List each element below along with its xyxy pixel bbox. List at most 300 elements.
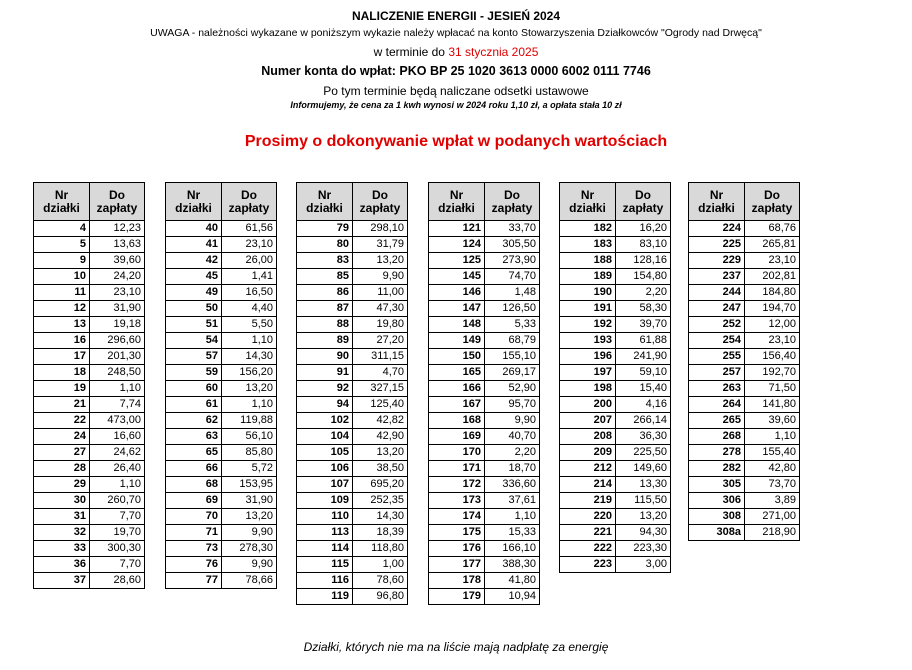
amount-due: 94,30 [616, 525, 671, 541]
table-row [166, 349, 277, 365]
amount-due: 296,60 [90, 333, 145, 349]
amount-due: 141,80 [745, 397, 800, 413]
table-row [34, 525, 145, 541]
plot-number: 10 [34, 269, 90, 285]
plot-number: 29 [34, 477, 90, 493]
plot-number: 200 [560, 397, 616, 413]
amount-due: 71,50 [745, 381, 800, 397]
table-row [560, 269, 671, 285]
table-row [429, 509, 540, 525]
table-row [689, 365, 800, 381]
table-row [34, 541, 145, 557]
table-row [34, 509, 145, 525]
amount-due: 192,70 [745, 365, 800, 381]
page-title: NALICZENIE ENERGII - JESIEŃ 2024 [351, 9, 561, 23]
plot-number: 183 [560, 237, 616, 253]
amount-due: 19,80 [353, 317, 408, 333]
table-row [34, 365, 145, 381]
plot-number: 4 [34, 221, 90, 237]
amount-due: 125,40 [353, 397, 408, 413]
plot-number: 59 [166, 365, 222, 381]
amount-due: 9,90 [485, 413, 540, 429]
amount-due: 184,80 [745, 285, 800, 301]
amount-due: 265,81 [745, 237, 800, 253]
amount-due: 1,10 [485, 509, 540, 525]
amount-due: 13,20 [353, 253, 408, 269]
amount-due: 388,30 [485, 557, 540, 573]
amount-due: 23,10 [745, 253, 800, 269]
plot-number: 125 [429, 253, 485, 269]
amount-due: 42,90 [353, 429, 408, 445]
plot-number: 173 [429, 493, 485, 509]
header-text: zapłaty [359, 200, 401, 215]
table-row [166, 477, 277, 493]
amount-due: 24,20 [90, 269, 145, 285]
amount-due: 155,10 [485, 349, 540, 365]
payment-notice: UWAGA - należności wykazane w poniższym wykazie należy wpłacać na konto Stowarzyszenia Działkowców "Ogrody nad Drwęcą" [150, 27, 762, 39]
amount-due: 73,70 [745, 477, 800, 493]
table-row [429, 381, 540, 397]
plot-number: 198 [560, 381, 616, 397]
plot-number: 91 [297, 365, 353, 381]
header-text: działki [438, 200, 475, 215]
amount-due: 26,40 [90, 461, 145, 477]
payment-table [688, 182, 800, 541]
table-row [429, 493, 540, 509]
table-row [689, 221, 800, 237]
plot-number: 51 [166, 317, 222, 333]
table-row [166, 413, 277, 429]
payment-table [428, 182, 540, 605]
amount-due: 260,70 [90, 493, 145, 509]
table-row [689, 317, 800, 333]
table-row [429, 573, 540, 589]
header-text: Nr [54, 187, 69, 202]
amount-due: 95,70 [485, 397, 540, 413]
table-row [166, 573, 277, 589]
plot-number-header [689, 183, 745, 221]
header-text: Nr [580, 187, 595, 202]
plot-number: 13 [34, 317, 90, 333]
deadline-prefix: w terminie do [373, 45, 449, 59]
plot-number: 278 [689, 445, 745, 461]
plot-number: 306 [689, 493, 745, 509]
table-row [297, 477, 408, 493]
payment-request: Prosimy o dokonywanie wpłat w podanych wartościach [244, 133, 668, 150]
plot-number: 88 [297, 317, 353, 333]
table-row [166, 493, 277, 509]
amount-due: 149,60 [616, 461, 671, 477]
amount-due: 5,33 [485, 317, 540, 333]
plot-number: 225 [689, 237, 745, 253]
amount-due: 223,30 [616, 541, 671, 557]
amount-due: 16,50 [222, 285, 277, 301]
table-row [166, 509, 277, 525]
header-text: zapłaty [491, 200, 533, 215]
plot-number: 115 [297, 557, 353, 573]
amount-due: 47,30 [353, 301, 408, 317]
plot-number: 80 [297, 237, 353, 253]
plot-number-header [560, 183, 616, 221]
amount-due: 13,20 [616, 509, 671, 525]
table-row [34, 221, 145, 237]
table-row [689, 413, 800, 429]
table-row [34, 301, 145, 317]
table-row [429, 317, 540, 333]
plot-number: 191 [560, 301, 616, 317]
plot-number: 166 [429, 381, 485, 397]
plot-number: 121 [429, 221, 485, 237]
amount-due: 15,33 [485, 525, 540, 541]
amount-due: 126,50 [485, 301, 540, 317]
amount-due: 128,16 [616, 253, 671, 269]
header-text: zapłaty [228, 200, 270, 215]
amount-due: 39,70 [616, 317, 671, 333]
amount-due: 2,20 [616, 285, 671, 301]
plot-number: 86 [297, 285, 353, 301]
amount-due: 241,90 [616, 349, 671, 365]
plot-number: 89 [297, 333, 353, 349]
amount-due: 68,76 [745, 221, 800, 237]
plot-number: 60 [166, 381, 222, 397]
amount-due: 23,10 [745, 333, 800, 349]
amount-due: 40,70 [485, 429, 540, 445]
table-row [166, 461, 277, 477]
plot-number: 149 [429, 333, 485, 349]
amount-due: 19,18 [90, 317, 145, 333]
table-row [689, 381, 800, 397]
header-text: zapłaty [622, 200, 664, 215]
plot-number: 94 [297, 397, 353, 413]
plot-number: 174 [429, 509, 485, 525]
plot-number: 176 [429, 541, 485, 557]
plot-number: 212 [560, 461, 616, 477]
table-row [689, 237, 800, 253]
amount-due: 1,10 [90, 477, 145, 493]
amount-due: 27,20 [353, 333, 408, 349]
table-row [297, 317, 408, 333]
plot-number: 68 [166, 477, 222, 493]
amount-due: 266,14 [616, 413, 671, 429]
table-row [429, 333, 540, 349]
table-row [429, 301, 540, 317]
plot-number: 244 [689, 285, 745, 301]
plot-number: 87 [297, 301, 353, 317]
amount-due: 83,10 [616, 237, 671, 253]
table-row [560, 493, 671, 509]
amount-due: 19,70 [90, 525, 145, 541]
amount-due: 2,20 [485, 445, 540, 461]
plot-number: 28 [34, 461, 90, 477]
amount-due-header [485, 183, 540, 221]
header-text: Nr [449, 187, 464, 202]
table-row [429, 445, 540, 461]
table-row [34, 413, 145, 429]
plot-number-header [429, 183, 485, 221]
amount-due: 13,20 [222, 509, 277, 525]
table-row [560, 381, 671, 397]
amount-due: 4,16 [616, 397, 671, 413]
amount-due: 202,81 [745, 269, 800, 285]
table-row [689, 461, 800, 477]
plot-number: 104 [297, 429, 353, 445]
plot-number: 50 [166, 301, 222, 317]
amount-due: 5,50 [222, 317, 277, 333]
table-row [689, 445, 800, 461]
plot-number: 196 [560, 349, 616, 365]
amount-due: 52,90 [485, 381, 540, 397]
table-row [429, 557, 540, 573]
plot-number: 219 [560, 493, 616, 509]
table-row [560, 301, 671, 317]
table-row [560, 541, 671, 557]
amount-due: 18,70 [485, 461, 540, 477]
table-row [297, 589, 408, 605]
amount-due: 38,50 [353, 461, 408, 477]
amount-due: 11,00 [353, 285, 408, 301]
plot-number: 105 [297, 445, 353, 461]
table-row [297, 333, 408, 349]
plot-number: 171 [429, 461, 485, 477]
bank-account: Numer konta do wpłat: PKO BP 25 1020 3613 0000 6002 0111 7746 [261, 64, 651, 78]
plot-number: 247 [689, 301, 745, 317]
amount-due: 10,94 [485, 589, 540, 605]
amount-due: 9,90 [353, 269, 408, 285]
amount-due: 154,80 [616, 269, 671, 285]
plot-number: 66 [166, 461, 222, 477]
table-row [34, 333, 145, 349]
plot-number: 224 [689, 221, 745, 237]
amount-due: 327,15 [353, 381, 408, 397]
amount-due: 273,90 [485, 253, 540, 269]
header-text: działki [569, 200, 606, 215]
table-row [297, 541, 408, 557]
plot-number: 188 [560, 253, 616, 269]
plot-number: 5 [34, 237, 90, 253]
table-row [560, 525, 671, 541]
plot-number: 168 [429, 413, 485, 429]
amount-due: 5,72 [222, 461, 277, 477]
header-text: Do [635, 187, 651, 202]
header-text: Do [764, 187, 780, 202]
plot-number: 102 [297, 413, 353, 429]
plot-number: 69 [166, 493, 222, 509]
table-row [297, 269, 408, 285]
table-row [560, 445, 671, 461]
amount-due: 61,56 [222, 221, 277, 237]
table-row [689, 301, 800, 317]
plot-number: 65 [166, 445, 222, 461]
amount-due: 166,10 [485, 541, 540, 557]
table-row [689, 509, 800, 525]
plot-number: 257 [689, 365, 745, 381]
plot-number: 17 [34, 349, 90, 365]
amount-due: 473,00 [90, 413, 145, 429]
table-row [429, 397, 540, 413]
amount-due: 13,20 [222, 381, 277, 397]
table-row [560, 413, 671, 429]
amount-due: 3,89 [745, 493, 800, 509]
plot-number: 63 [166, 429, 222, 445]
table-row [166, 397, 277, 413]
table-row [166, 365, 277, 381]
table-row [166, 541, 277, 557]
plot-number: 167 [429, 397, 485, 413]
amount-due: 37,61 [485, 493, 540, 509]
plot-number-header [166, 183, 222, 221]
plot-number: 90 [297, 349, 353, 365]
amount-due: 153,95 [222, 477, 277, 493]
table-row [689, 525, 800, 541]
table-row [297, 221, 408, 237]
table-row [429, 525, 540, 541]
header-text: Do [504, 187, 520, 202]
plot-number-header [34, 183, 90, 221]
amount-due: 118,80 [353, 541, 408, 557]
amount-due: 42,82 [353, 413, 408, 429]
amount-due: 194,70 [745, 301, 800, 317]
amount-due: 16,60 [90, 429, 145, 445]
plot-number: 57 [166, 349, 222, 365]
amount-due: 4,70 [353, 365, 408, 381]
interest-note: Po tym terminie będą naliczane odsetki ustawowe [323, 84, 589, 98]
table-row [166, 269, 277, 285]
plot-number: 114 [297, 541, 353, 557]
plot-number: 169 [429, 429, 485, 445]
amount-due: 13,63 [90, 237, 145, 253]
plot-number: 209 [560, 445, 616, 461]
amount-due: 58,30 [616, 301, 671, 317]
plot-number: 22 [34, 413, 90, 429]
plot-number: 42 [166, 253, 222, 269]
table-row [297, 557, 408, 573]
table-row [297, 525, 408, 541]
amount-due: 305,50 [485, 237, 540, 253]
amount-due: 56,10 [222, 429, 277, 445]
plot-number: 263 [689, 381, 745, 397]
table-row [429, 253, 540, 269]
table-row [560, 397, 671, 413]
table-row [429, 285, 540, 301]
table-row [297, 381, 408, 397]
plot-number: 116 [297, 573, 353, 589]
plot-number: 264 [689, 397, 745, 413]
plot-number: 223 [560, 557, 616, 573]
plot-number: 268 [689, 429, 745, 445]
plot-number: 85 [297, 269, 353, 285]
amount-due: 156,20 [222, 365, 277, 381]
table-row [297, 413, 408, 429]
plot-number: 220 [560, 509, 616, 525]
table-row [34, 493, 145, 509]
table-row [560, 461, 671, 477]
table-row [560, 285, 671, 301]
amount-due: 78,60 [353, 573, 408, 589]
plot-number: 61 [166, 397, 222, 413]
amount-due: 23,10 [222, 237, 277, 253]
amount-due: 201,30 [90, 349, 145, 365]
table-row [34, 477, 145, 493]
table-row [560, 221, 671, 237]
amount-due: 1,10 [222, 397, 277, 413]
table-row [429, 429, 540, 445]
amount-due: 252,35 [353, 493, 408, 509]
amount-due: 218,90 [745, 525, 800, 541]
plot-number: 178 [429, 573, 485, 589]
table-row [166, 301, 277, 317]
plot-number: 237 [689, 269, 745, 285]
plot-number: 197 [560, 365, 616, 381]
table-row [34, 381, 145, 397]
table-row [429, 461, 540, 477]
table-row [297, 365, 408, 381]
plot-number: 109 [297, 493, 353, 509]
table-row [166, 253, 277, 269]
plot-number: 148 [429, 317, 485, 333]
plot-number: 265 [689, 413, 745, 429]
amount-due: 39,60 [90, 253, 145, 269]
plot-number: 27 [34, 445, 90, 461]
table-row [429, 477, 540, 493]
deadline-line [0, 45, 912, 59]
amount-due: 4,40 [222, 301, 277, 317]
table-row [34, 445, 145, 461]
amount-due: 61,88 [616, 333, 671, 349]
plot-number: 54 [166, 333, 222, 349]
table-row [297, 461, 408, 477]
plot-number: 214 [560, 477, 616, 493]
table-row [34, 397, 145, 413]
table-row [297, 573, 408, 589]
plot-number: 252 [689, 317, 745, 333]
plot-number: 175 [429, 525, 485, 541]
plot-number: 21 [34, 397, 90, 413]
table-row [34, 285, 145, 301]
plot-number: 33 [34, 541, 90, 557]
table-row [560, 509, 671, 525]
deadline-date: 31 stycznia 2025 [448, 45, 539, 59]
table-row [297, 349, 408, 365]
amount-due-header [90, 183, 145, 221]
table-row [689, 285, 800, 301]
plot-number: 177 [429, 557, 485, 573]
plot-number: 11 [34, 285, 90, 301]
amount-due: 156,40 [745, 349, 800, 365]
table-row [166, 221, 277, 237]
plot-number: 110 [297, 509, 353, 525]
amount-due-header [353, 183, 408, 221]
plot-number: 255 [689, 349, 745, 365]
amount-due: 1,48 [485, 285, 540, 301]
table-row [166, 429, 277, 445]
plot-number: 208 [560, 429, 616, 445]
table-row [166, 445, 277, 461]
amount-due: 42,80 [745, 461, 800, 477]
plot-number: 37 [34, 573, 90, 589]
plot-number: 179 [429, 589, 485, 605]
plot-number: 76 [166, 557, 222, 573]
amount-due: 12,00 [745, 317, 800, 333]
amount-due: 311,15 [353, 349, 408, 365]
amount-due-header [616, 183, 671, 221]
amount-due: 41,80 [485, 573, 540, 589]
table-row [166, 381, 277, 397]
table-row [689, 477, 800, 493]
amount-due: 7,70 [90, 557, 145, 573]
table-row [689, 333, 800, 349]
amount-due: 336,60 [485, 477, 540, 493]
table-row [166, 557, 277, 573]
